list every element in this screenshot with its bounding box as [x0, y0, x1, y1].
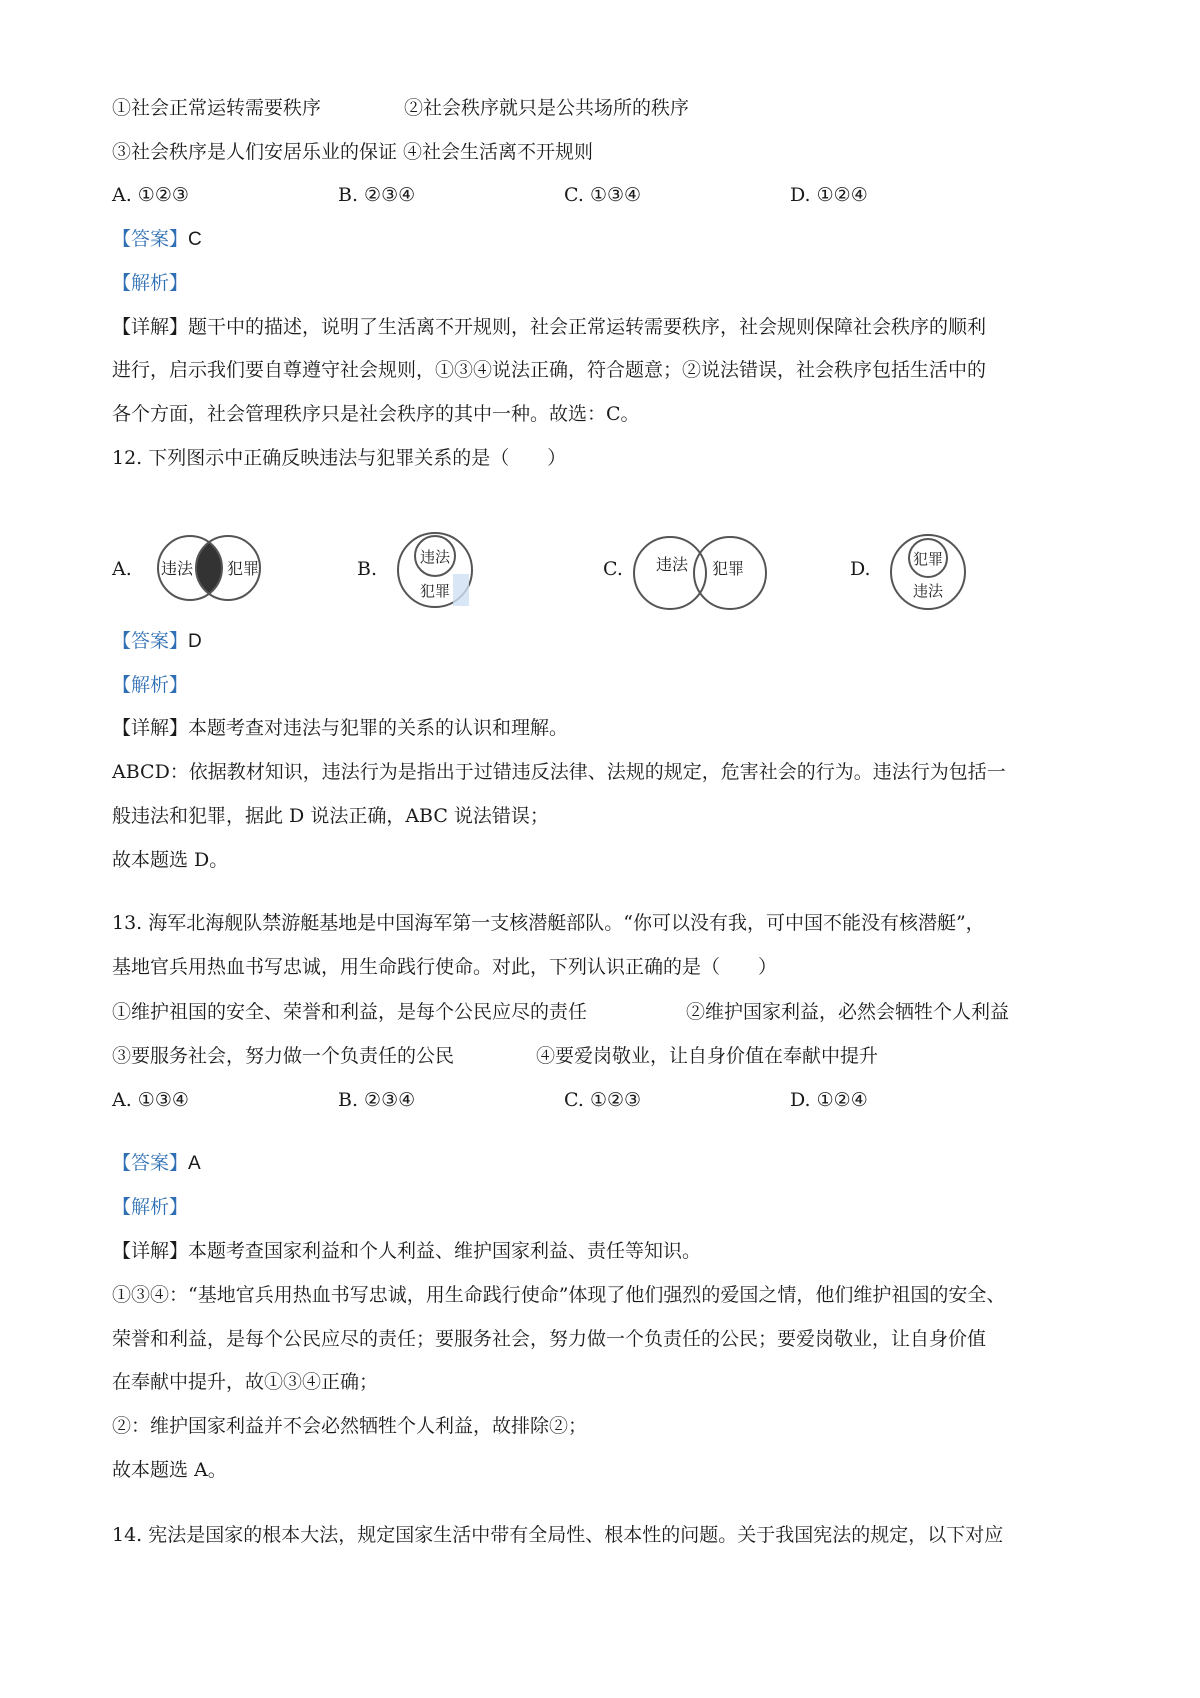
q13-option-b: B. ②③④ — [338, 1089, 416, 1111]
q13-statements-row-1 — [112, 1000, 1102, 1024]
q12-detail-line-4: 故本题选 D。 — [112, 849, 229, 871]
crime-text: 犯罪 — [912, 550, 944, 568]
q11-detail-line-3: 各个方面，社会管理秩序只是社会秩序的其中一种。故选：C。 — [112, 403, 640, 425]
q13-statement-1: ①维护祖国的安全、荣誉和利益，是每个公民应尽的责任 — [112, 1001, 588, 1023]
q12-analysis-tag: 【解析】 — [112, 674, 189, 696]
q13-statement-4: ④要爱岗敬业，让自身价值在奉献中提升 — [536, 1045, 879, 1067]
q13-detail-line-1: 【详解】本题考查国家利益和个人利益、维护国家利益、责任等知识。 — [112, 1240, 702, 1262]
q13-analysis-tag: 【解析】 — [112, 1196, 189, 1218]
answer-value: A — [188, 1153, 201, 1174]
illegal-text: 违法 — [419, 548, 451, 566]
q11-statement-1: ①社会正常运转需要秩序 — [112, 97, 322, 119]
q11-detail-line-2: 进行，启示我们要自尊遵守社会规则，①③④说法正确，符合题意；②说法错误，社会秩序包括生活中的 — [112, 359, 987, 381]
q13-option-c: C. ①②③ — [564, 1089, 642, 1111]
illegal-text: 违法 — [160, 559, 194, 578]
q12-diagram-d — [886, 528, 976, 618]
q11-option-d: D. ①②④ — [790, 184, 868, 206]
illegal-text: 违法 — [912, 582, 944, 600]
q11-statement-2: ②社会秩序就只是公共场所的秩序 — [404, 97, 690, 119]
q12-option-d-label: D. — [850, 558, 871, 580]
q12-option-c-label: C. — [603, 558, 623, 580]
q14-question: 14. 宪法是国家的根本大法，规定国家生活中带有全局性、根本性的问题。关于我国宪法的规定，以下对应 — [112, 1524, 1004, 1546]
q13-statement-3: ③要服务社会，努力做一个负责任的公民 — [112, 1045, 455, 1067]
crime-text: 犯罪 — [226, 559, 260, 578]
q12-diagram-options — [0, 528, 1200, 618]
q11-analysis-tag: 【解析】 — [112, 272, 189, 294]
q13-detail-line-2: ①③④：“基地官兵用热血书写忠诚，用生命践行使命”体现了他们强烈的爱国之情，他们维护祖国的安全、 — [112, 1284, 1006, 1306]
answer-tag: 【答案】 — [112, 228, 189, 250]
q13-detail-line-3: 荣誉和利益，是每个公民应尽的责任；要服务社会，努力做一个负责任的公民；要爱岗敬业，让自身价值 — [112, 1328, 987, 1350]
q13-detail-line-5: ②：维护国家利益并不会必然牺牲个人利益，故排除②； — [112, 1415, 588, 1437]
q13-option-d: D. ①②④ — [790, 1089, 868, 1111]
q13-answer — [112, 1151, 1102, 1176]
q12-diagram-a — [145, 528, 265, 608]
q11-option-a: A. ①②③ — [112, 184, 189, 206]
q12-option-a-label: A. — [112, 558, 132, 580]
q12-detail-line-3: 般违法和犯罪，据此 D 说法正确，ABC 说法错误； — [112, 805, 549, 827]
q11-answer — [112, 227, 1102, 252]
illegal-text: 违法 — [655, 555, 689, 574]
q13-statements-row-2 — [112, 1044, 1102, 1068]
q13-statement-2: ②维护国家利益，必然会牺牲个人利益 — [686, 1001, 1010, 1023]
q12-question: 12. 下列图示中正确反映违法与犯罪关系的是（ ） — [112, 447, 567, 469]
q11-option-c: C. ①③④ — [564, 184, 642, 206]
q11-option-b: B. ②③④ — [338, 184, 416, 206]
q12-detail-line-2: ABCD：依据教材知识，违法行为是指出于过错违反法律、法规的规定，危害社会的行为。违法行为包括一 — [112, 761, 1006, 783]
q13-detail-line-4: 在奉献中提升，故①③④正确； — [112, 1371, 379, 1393]
scan-artifact — [453, 574, 469, 606]
answer-tag: 【答案】 — [112, 1152, 189, 1174]
q12-option-b-label: B. — [357, 558, 378, 580]
q11-statements-row-1 — [112, 96, 1102, 120]
q12-diagram-b — [395, 528, 485, 618]
q13-option-a: A. ①③④ — [112, 1089, 189, 1111]
q13-question-line-2: 基地官兵用热血书写忠诚，用生命践行使命。对此，下列认识正确的是（ ） — [112, 956, 778, 978]
q13-question-line-1: 13. 海军北海舰队禁游艇基地是中国海军第一支核潜艇部队。“你可以没有我，可中国不能没有核潜艇”， — [112, 912, 985, 934]
q12-detail-line-1: 【详解】本题考查对违法与犯罪的关系的认识和理解。 — [112, 717, 569, 739]
answer-tag: 【答案】 — [112, 630, 189, 652]
answer-value: C — [188, 229, 202, 250]
q11-detail-line-1: 【详解】题干中的描述，说明了生活离不开规则，社会正常运转需要秩序，社会规则保障社会秩序的顺利 — [112, 316, 987, 338]
answer-value: D — [188, 631, 202, 652]
crime-text: 犯罪 — [711, 559, 745, 578]
q11-statement-3-4: ③社会秩序是人们安居乐业的保证 ④社会生活离不开规则 — [112, 141, 594, 163]
q13-detail-line-6: 故本题选 A。 — [112, 1459, 227, 1481]
q12-diagram-c — [632, 528, 772, 618]
crime-text: 犯罪 — [419, 582, 451, 600]
q12-answer — [112, 629, 1102, 654]
